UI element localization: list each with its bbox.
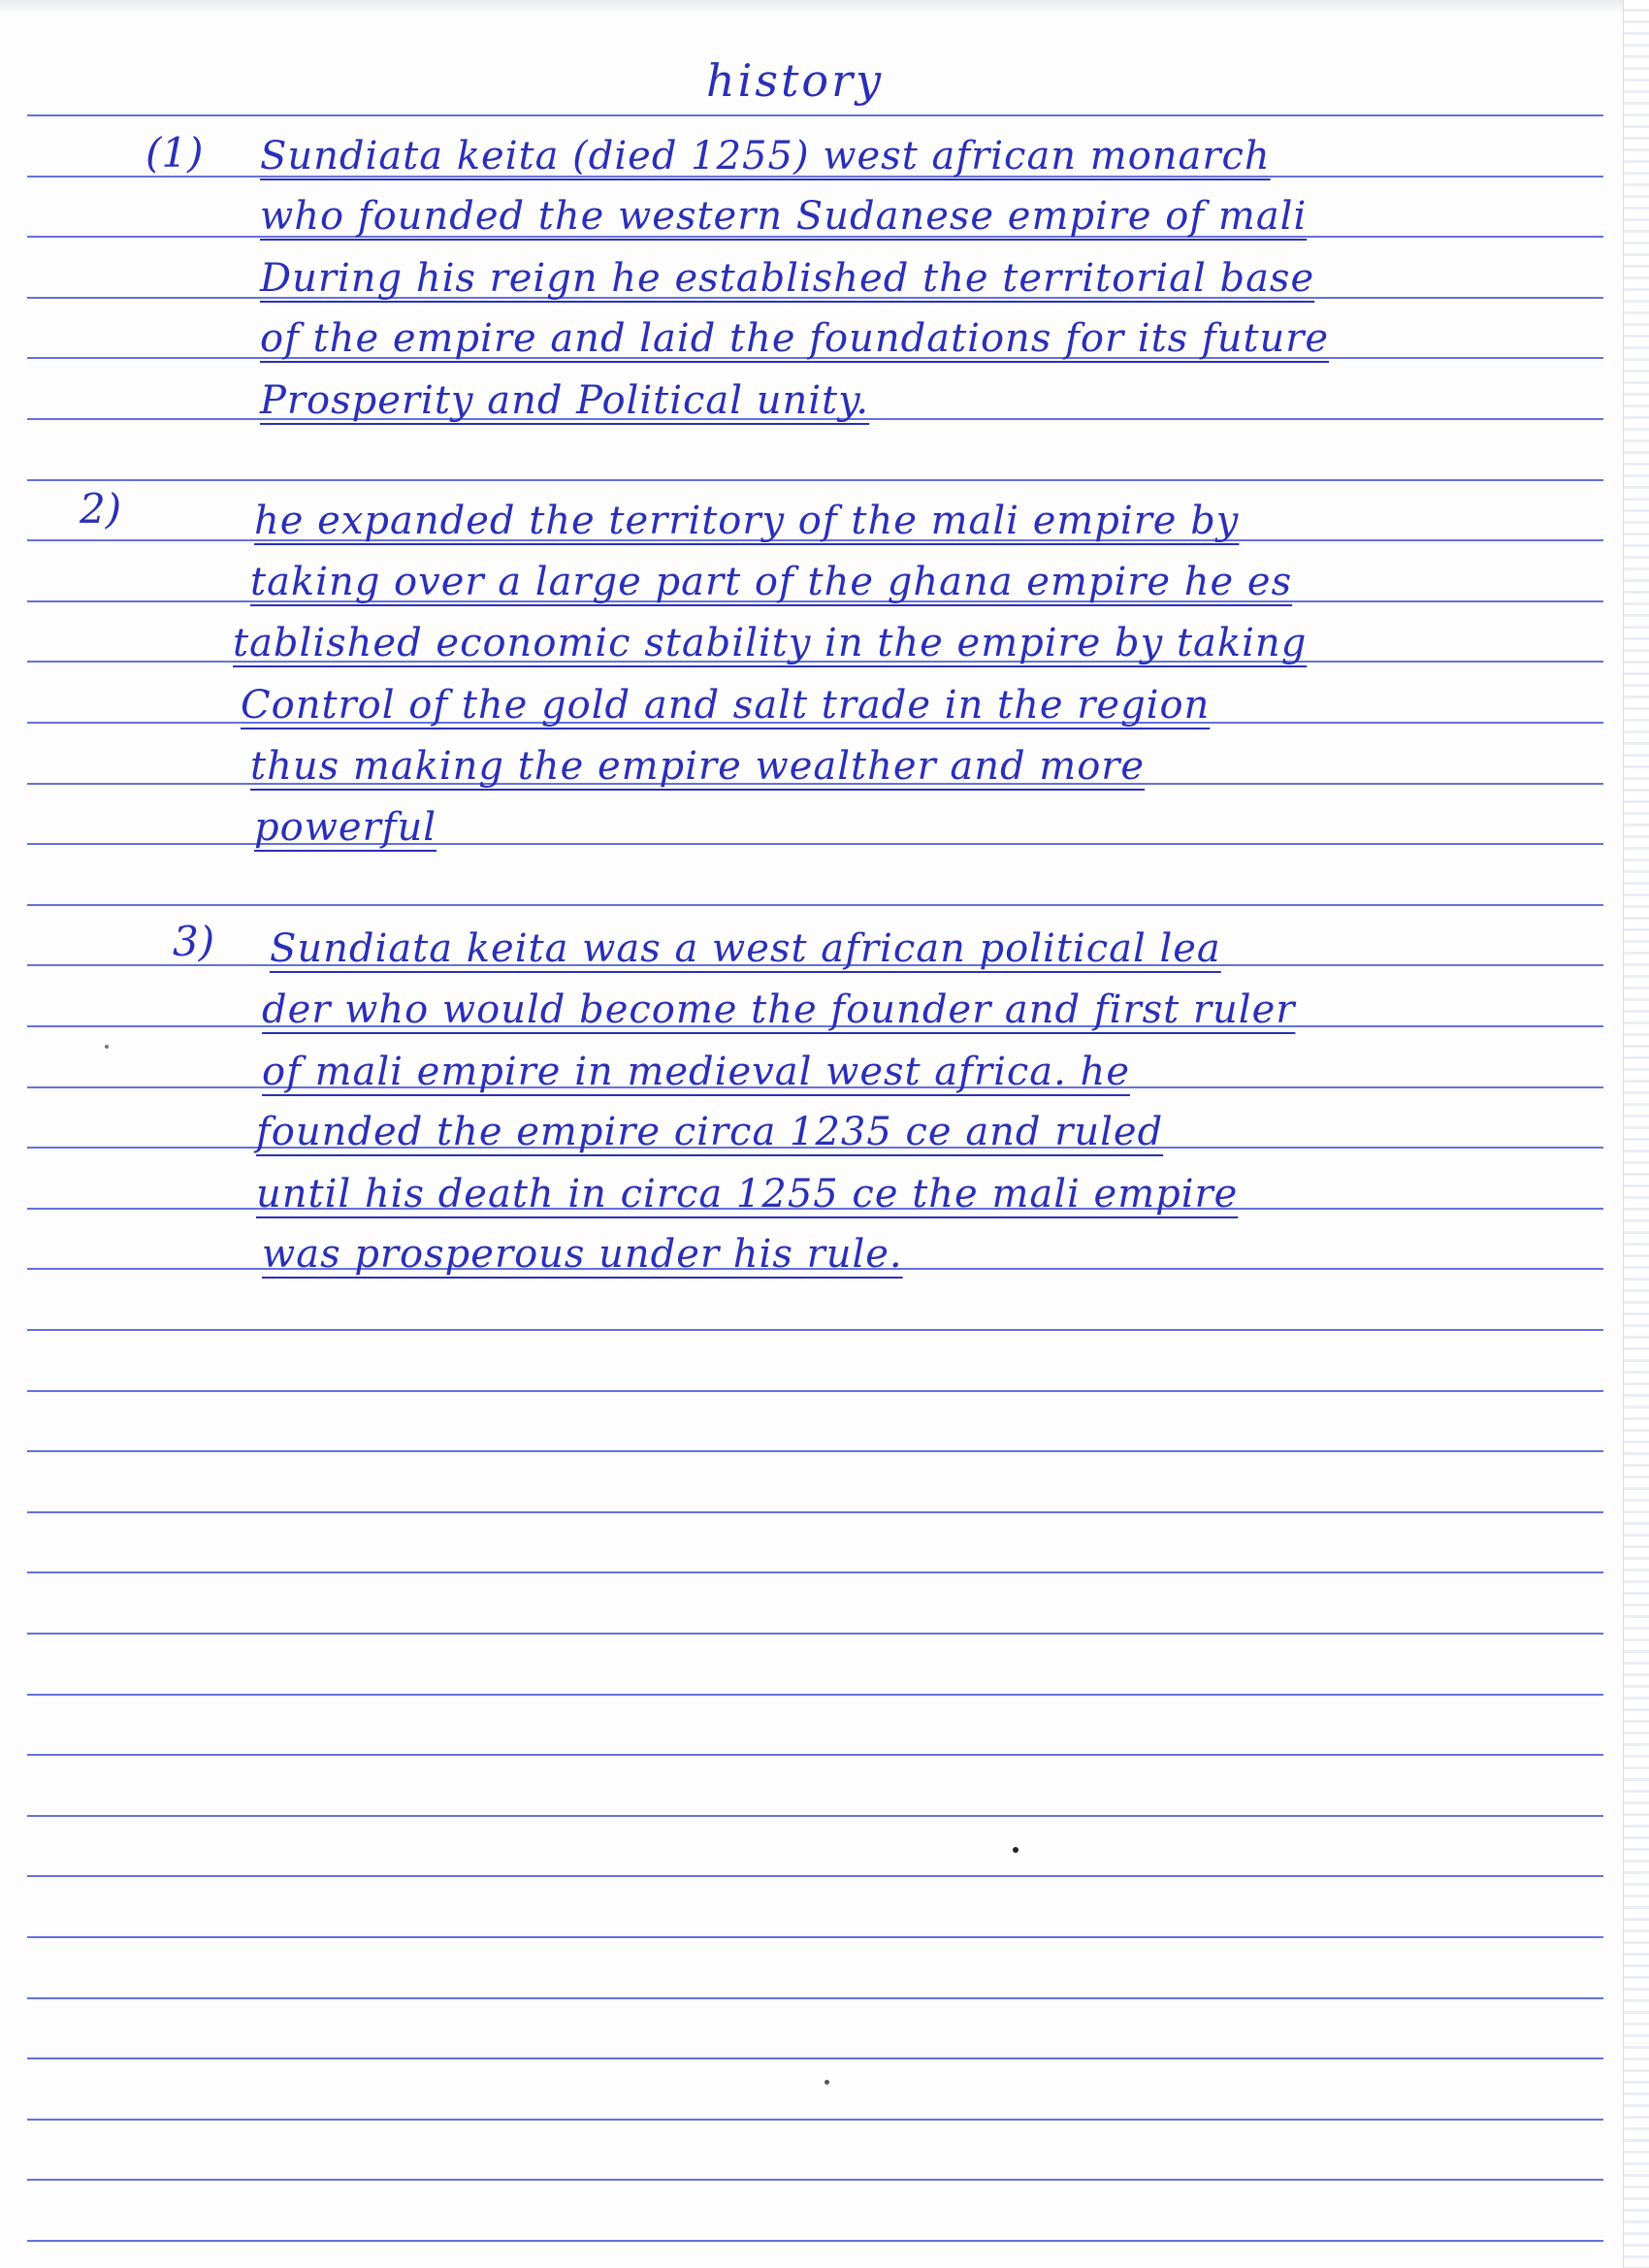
ink-speck [105,1045,109,1049]
ruled-line [27,1754,1603,1756]
answer-1-line-1: Sundiata keita (died 1255) west african monarch [260,134,1271,178]
answer-2-line-4: Control of the gold and salt trade in the region [241,683,1211,728]
ruled-line [27,2057,1603,2059]
ruled-line [27,1329,1603,1331]
answer-1-number: (1) [146,129,204,177]
answer-2-line-1: he expanded the territory of the mali empire by [254,499,1240,543]
ruled-line [27,2240,1603,2242]
ruled-line [27,1450,1603,1452]
ruled-line [27,1511,1603,1513]
ruled-line [27,2119,1603,2121]
ink-speck [824,2080,829,2085]
ruled-line [27,1390,1603,1392]
ruled-line [27,1694,1603,1696]
ruled-line [27,1571,1603,1573]
ruled-line [27,479,1603,481]
ruled-line [27,2179,1603,2181]
ruled-line [27,1815,1603,1817]
answer-3-line-2: der who would become the founder and first ruler [262,988,1296,1032]
answer-2-line-2: taking over a large part of the ghana empire he es [250,560,1293,604]
ruled-line [27,1997,1603,1999]
answer-1-line-2: who founded the western Sudanese empire of mali [260,194,1308,239]
page-title: history [706,54,885,107]
answer-2-line-3: tablished economic stability in the empire by taking [233,621,1308,665]
scan-shadow [0,0,1649,14]
answer-1-line-4: of the empire and laid the foundations for its future [260,316,1330,361]
answer-2-number: 2) [80,485,122,533]
ruled-line [27,1936,1603,1938]
torn-edge [1623,0,1649,2268]
answer-3-line-5: until his death in circa 1255 ce the mali empire [256,1172,1239,1216]
answer-3-line-1: Sundiata keita was a west african political lea [270,926,1221,971]
answer-3-line-4: founded the empire circa 1235 ce and ruled [256,1110,1164,1154]
ruled-line [27,1633,1603,1635]
answer-3-line-3: of mali empire in medieval west africa. he [262,1050,1130,1094]
answer-3-number: 3) [173,918,215,965]
ruled-line [27,114,1603,116]
ruled-line [27,904,1603,906]
answer-2-line-6: powerful [254,805,437,850]
answer-1-line-5: Prosperity and Political unity. [260,378,870,423]
answer-1-line-3: During his reign he established the territorial base [260,256,1315,301]
ink-speck [1013,1847,1018,1853]
answer-3-line-6: was prosperous under his rule. [262,1232,903,1277]
ruled-line [27,1875,1603,1877]
answer-2-line-5: thus making the empire wealther and more [250,744,1146,789]
